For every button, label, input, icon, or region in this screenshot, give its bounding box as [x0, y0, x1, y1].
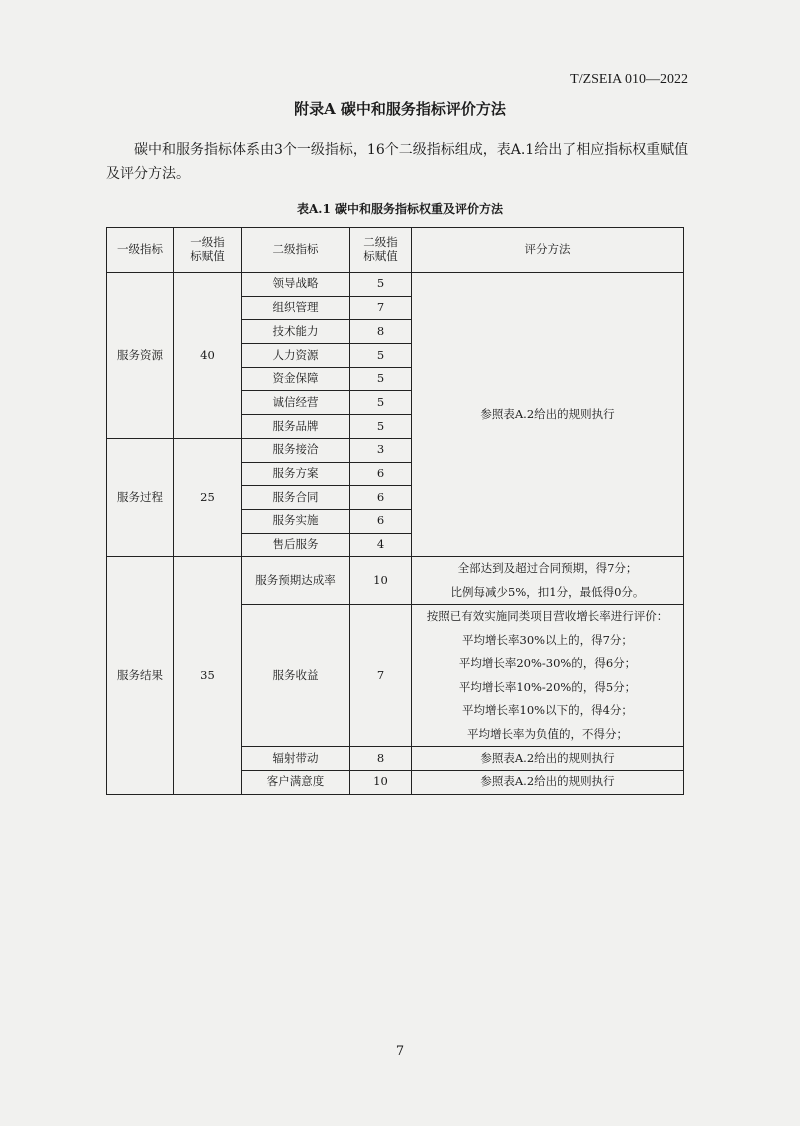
level2-weight: 8	[350, 747, 412, 771]
level1-weight: 25	[174, 438, 242, 556]
level1-name: 服务资源	[107, 273, 174, 439]
level2-name: 客户满意度	[242, 770, 350, 794]
level2-weight: 6	[350, 486, 412, 510]
level2-weight: 5	[350, 391, 412, 415]
level2-weight: 6	[350, 462, 412, 486]
level2-weight: 3	[350, 438, 412, 462]
appendix-title: 附录A 碳中和服务指标评价方法	[294, 100, 506, 118]
level2-name: 辐射带动	[242, 747, 350, 771]
header-level1-weight-text: 一级指标赋值	[190, 235, 225, 263]
level2-name: 售后服务	[242, 533, 350, 557]
level2-name: 服务实施	[242, 509, 350, 533]
page-number: 7	[395, 1044, 405, 1059]
level2-weight: 8	[350, 320, 412, 344]
level2-name: 技术能力	[242, 320, 350, 344]
level2-weight: 5	[350, 367, 412, 391]
level2-weight: 5	[350, 344, 412, 368]
header-method: 评分方法	[412, 228, 684, 273]
method-cell: 参照表A.2给出的规则执行	[412, 770, 684, 794]
level2-weight: 4	[350, 533, 412, 557]
header-level1-weight	[174, 228, 242, 273]
level2-weight: 7	[350, 296, 412, 320]
level2-name: 服务方案	[242, 462, 350, 486]
indicator-table	[106, 227, 684, 795]
level2-name: 领导战略	[242, 273, 350, 297]
level2-weight: 5	[350, 415, 412, 439]
level2-name: 人力资源	[242, 344, 350, 368]
method-line: 平均增长率20%-30%的，得6分；	[458, 656, 637, 671]
header-level2-weight-text: 二级指标赋值	[363, 235, 398, 263]
method-cell	[412, 605, 684, 747]
level2-name: 服务接洽	[242, 438, 350, 462]
level2-name: 服务收益	[242, 605, 350, 747]
method-line: 比例每减少5%，扣1分，最低得0分。	[450, 584, 645, 599]
table-caption: 表A.1 碳中和服务指标权重及评价方法	[296, 202, 504, 216]
level1-name: 服务过程	[107, 438, 174, 556]
method-line: 按照已有效实施同类项目营收增长率进行评价：	[426, 609, 669, 624]
header-level1: 一级指标	[107, 228, 174, 273]
method-cell: 参照表A.2给出的规则执行	[412, 747, 684, 771]
level2-name: 服务品牌	[242, 415, 350, 439]
method-line: 平均增长率10%以下的，得4分；	[462, 703, 633, 718]
table-row	[107, 557, 684, 605]
table-row	[107, 273, 684, 297]
level2-name: 资金保障	[242, 367, 350, 391]
level2-name: 诚信经营	[242, 391, 350, 415]
method-line: 平均增长率30%以上的，得7分；	[462, 632, 633, 647]
level1-weight: 40	[174, 273, 242, 439]
method-line: 全部达到及超过合同预期，得7分；	[457, 561, 638, 576]
document-id: T/ZSEIA 010—2022	[570, 72, 688, 87]
level1-name: 服务结果	[107, 557, 174, 794]
level2-name: 服务预期达成率	[242, 557, 350, 605]
level2-name: 组织管理	[242, 296, 350, 320]
header-level2: 二级指标	[242, 228, 350, 273]
method-line: 平均增长率为负值的，不得分；	[467, 726, 628, 741]
level2-weight: 6	[350, 509, 412, 533]
method-line: 平均增长率10%-20%的，得5分；	[458, 679, 637, 694]
level1-weight: 35	[174, 557, 242, 794]
method-cell	[412, 557, 684, 605]
header-level2-weight	[350, 228, 412, 273]
level2-weight: 5	[350, 273, 412, 297]
level2-weight: 10	[350, 557, 412, 605]
level2-weight: 7	[350, 605, 412, 747]
shared-method: 参照表A.2给出的规则执行	[412, 273, 684, 557]
intro-paragraph: 碳中和服务指标体系由3个一级指标，16个二级指标组成，表A.1给出了相应指标权重赋值及评分方法。	[106, 142, 689, 182]
level2-name: 服务合同	[242, 486, 350, 510]
table-header-row	[107, 228, 684, 273]
level2-weight: 10	[350, 770, 412, 794]
